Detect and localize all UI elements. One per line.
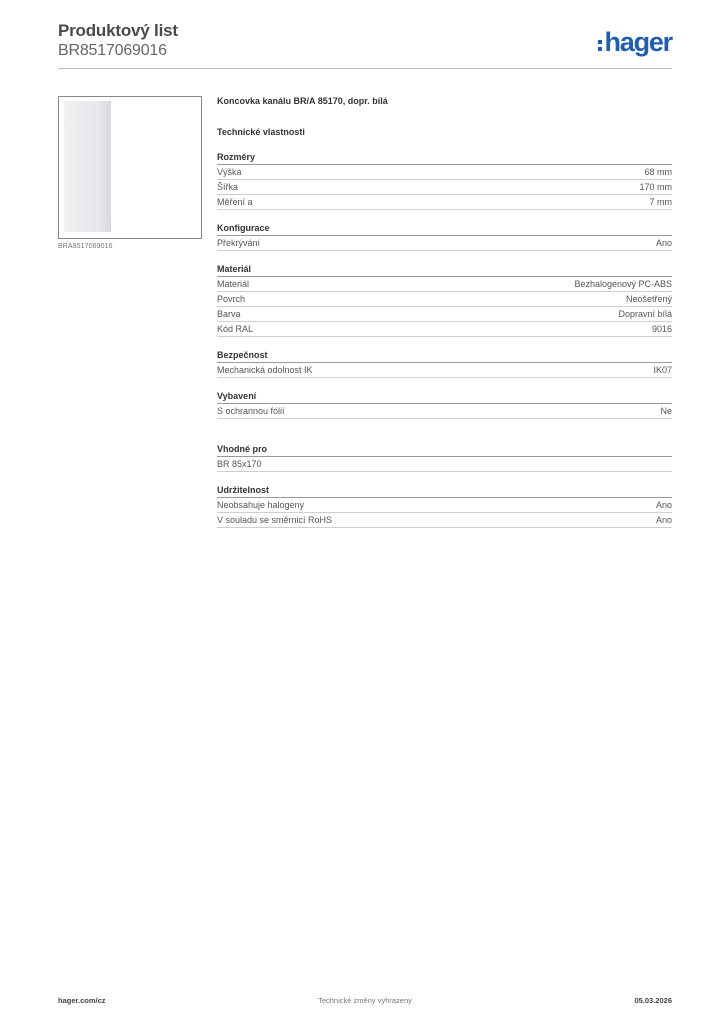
spec-group-title: Bezpečnost: [217, 349, 672, 363]
header-divider: [58, 68, 672, 69]
spec-row: [217, 498, 672, 513]
spec-row: [217, 457, 672, 472]
spec-group-title: Vybavení: [217, 390, 672, 404]
spec-value: Dopravní bílá: [618, 309, 672, 319]
image-caption: BRA8517069016: [58, 243, 113, 250]
spec-label: BR 85x170: [217, 459, 262, 469]
spec-value: Ano: [655, 238, 672, 248]
spec-group-title: Rozměry: [217, 151, 672, 165]
product-image: [58, 96, 202, 239]
spec-value: Ano: [655, 515, 672, 525]
footer-disclaimer: Technické změny vyhrazeny: [318, 996, 412, 1005]
spec-label: Překrývání: [217, 238, 261, 248]
spec-group: [217, 151, 672, 210]
spec-label: V souladu se směrnicí RoHS: [217, 515, 333, 525]
document-title: Produktový list: [58, 21, 178, 40]
spec-row: [217, 236, 672, 251]
product-end-cap-shape: [64, 101, 111, 232]
product-end-cap-edge: [106, 104, 111, 221]
hager-logo: [598, 27, 672, 57]
spec-content: [217, 96, 672, 528]
spec-value: Ne: [660, 406, 672, 416]
spec-value: 170 mm: [639, 182, 672, 192]
spec-row: [217, 307, 672, 322]
spec-label: Mechanická odolnost IK: [217, 365, 313, 375]
logo-text: hager: [604, 27, 672, 57]
footer-website: hager.com/cz: [58, 996, 106, 1005]
spec-value: IK07: [653, 365, 672, 375]
spec-value: Ano: [655, 500, 672, 510]
spec-groups: [217, 151, 672, 528]
spec-group: [217, 349, 672, 378]
spec-value: 9016: [651, 324, 672, 334]
spec-group-title: Konfigurace: [217, 222, 672, 236]
spec-value: 7 mm: [649, 197, 672, 207]
spec-row: [217, 404, 672, 419]
technical-properties-heading: Technické vlastnosti: [217, 127, 305, 137]
spec-label: Povrch: [217, 294, 246, 304]
spec-row: [217, 513, 672, 528]
spec-row: [217, 195, 672, 210]
spec-row: [217, 165, 672, 180]
spec-group: [217, 390, 672, 419]
spec-group: [217, 484, 672, 528]
footer-date: 05.03.2026: [634, 996, 672, 1005]
spec-label: Kód RAL: [217, 324, 254, 334]
product-code: BR8517069016: [58, 42, 167, 59]
spec-label: Neobsahuje halogeny: [217, 500, 305, 510]
spec-label: Materiál: [217, 279, 250, 289]
spec-row: [217, 180, 672, 195]
spec-row: [217, 292, 672, 307]
spec-row: [217, 363, 672, 378]
spec-group-title: Materiál: [217, 263, 672, 277]
spec-row: [217, 277, 672, 292]
spec-group: [217, 222, 672, 251]
spec-value: Neošetřený: [625, 294, 672, 304]
spec-label: Barva: [217, 309, 241, 319]
spec-label: Měření a: [217, 197, 253, 207]
spec-label: S ochrannou fólií: [217, 406, 285, 416]
spec-group: [217, 443, 672, 472]
spec-row: [217, 322, 672, 337]
spec-value: 68 mm: [644, 167, 672, 177]
spec-label: Šířka: [217, 182, 239, 192]
page-header: [58, 21, 672, 69]
spec-group-title: Udržitelnost: [217, 484, 672, 498]
spec-value: Bezhalogenový PC-ABS: [574, 279, 672, 289]
spec-group: [217, 263, 672, 337]
logo-colon-icon: [598, 40, 602, 51]
spec-group-title: Vhodné pro: [217, 443, 672, 457]
spec-label: Výška: [217, 167, 242, 177]
product-name: Koncovka kanálu BR/A 85170, dopr. bílá: [217, 96, 388, 106]
